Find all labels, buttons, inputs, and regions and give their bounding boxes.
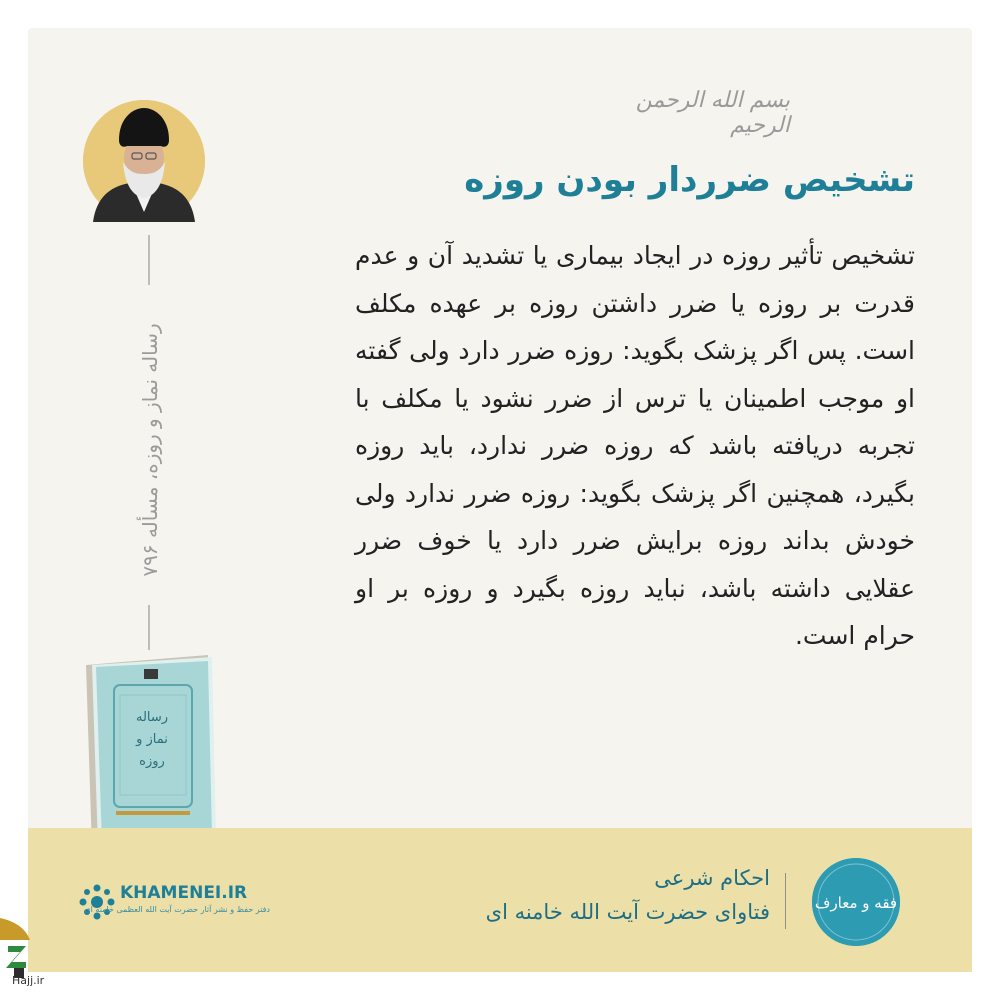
book-icon: [80, 655, 220, 850]
book-title-line2: نماز و: [136, 732, 168, 747]
ruling-text: تشخیص تأثیر روزه در ایجاد بیماری یا تشدید آن و عدم قدرت بر روزه یا ضرر داشتن روزه بر عهده مکلف است. پس اگر پزشک بگوید: روزه ضرر دارد ولی گفته او موجب اطمینان یا ترس از ضرر نشود یا مکلف با تجربه دریافته باشد که روزه ضرر ندارد، باید روزه بگیرد، همچنین اگر پزشک بگوید: روزه ضرر ندارد ولی خودش بداند روزه برایش ضرر دارد یا خوف ضرر عقلایی داشته باشد، نباید روزه بگیرد و روزه بر او حرام است.: [355, 241, 915, 650]
book-cover: [80, 655, 220, 850]
footer-subheading: فتاوای حضرت آیت الله خامنه ای: [485, 900, 770, 924]
portrait-avatar: [83, 100, 205, 222]
khamenei-logo-icon: [78, 883, 116, 921]
hajj-site-label: Hajj.ir: [12, 974, 45, 987]
footer-heading: احکام شرعی: [654, 866, 770, 890]
badge-emblem-icon: [812, 858, 900, 946]
side-divider-bottom: [148, 605, 150, 650]
logo-wordmark: KHAMENEI.IR: [120, 883, 248, 903]
fiqh-maaref-badge: [812, 858, 900, 946]
page-title: تشخیص ضرردار بودن روزه: [464, 160, 915, 200]
khamenei-logo: [78, 883, 278, 923]
footer-divider: [785, 873, 786, 929]
book-title-line3: روزه: [139, 754, 165, 769]
logo-subtitle: دفتر حفظ و نشر آثار حضرت آیت الله العظمی خامنه ای: [84, 905, 270, 914]
basmala-calligraphy: بسم الله الرحمن الرحیم: [635, 88, 790, 138]
portrait-illustration-icon: [83, 100, 205, 222]
book-title-line1: رساله: [135, 710, 169, 725]
source-reference-label: رساله نماز و روزه، مسأله ۷۹۶: [138, 323, 162, 577]
badge-label: فقه و معارف: [814, 894, 898, 912]
source-reference: [130, 250, 170, 650]
